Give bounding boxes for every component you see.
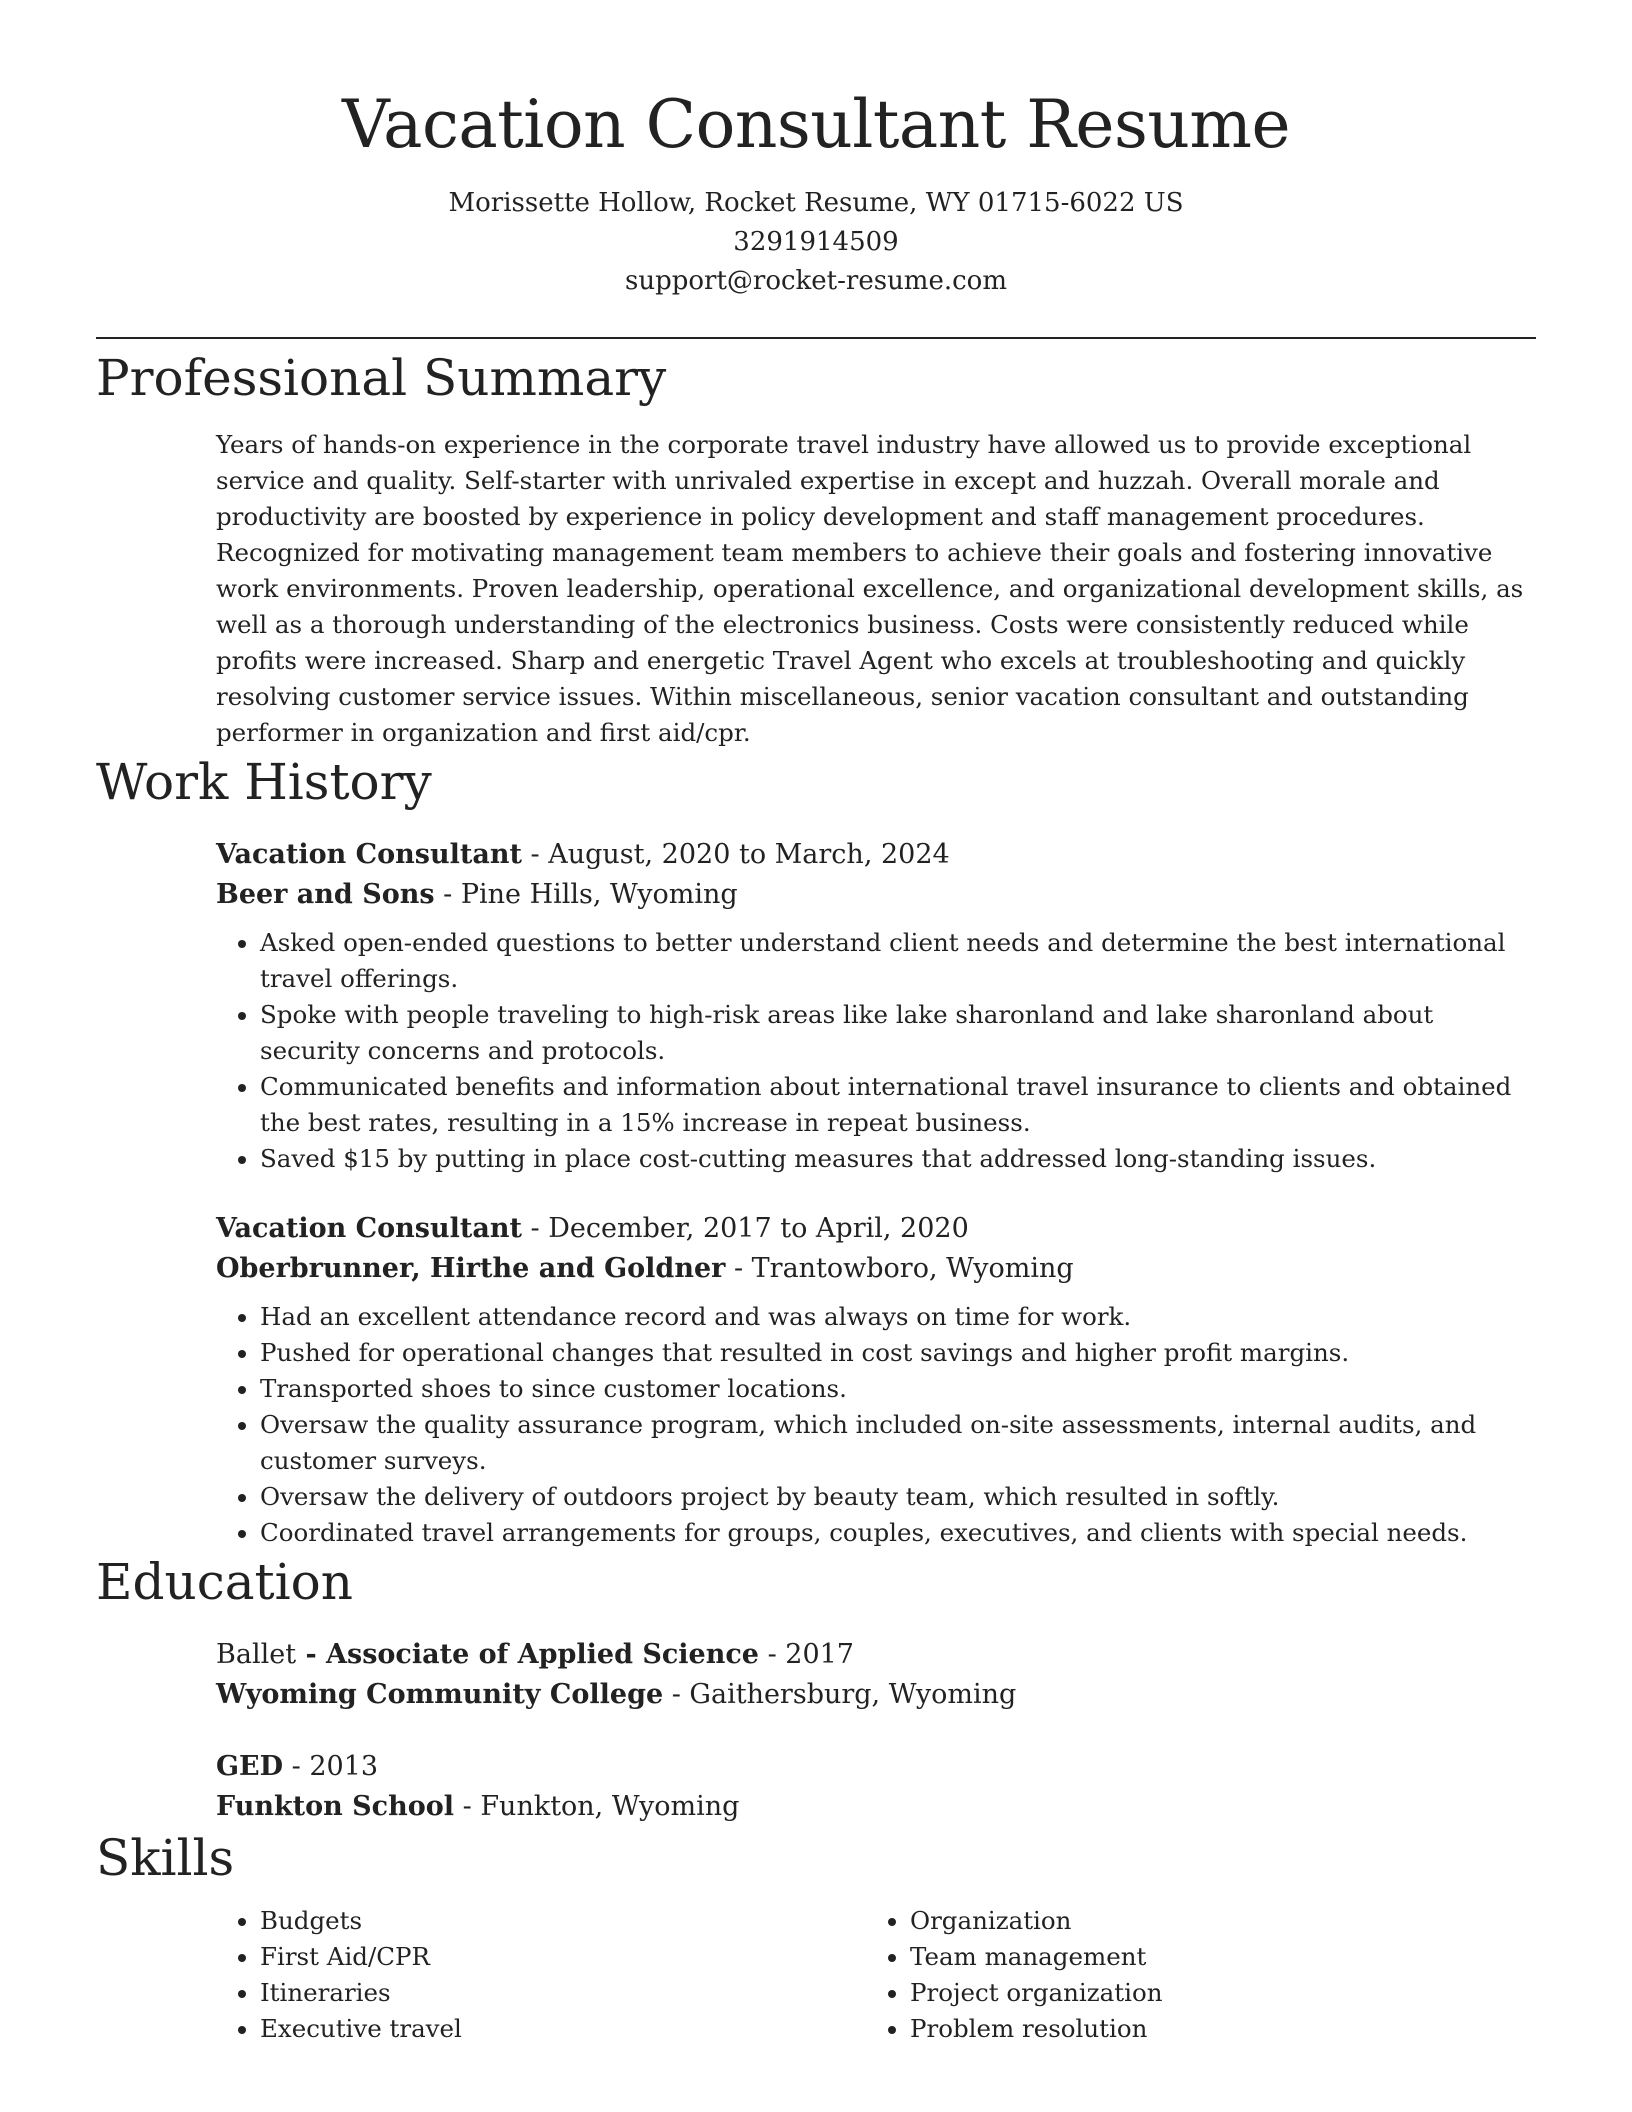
job-location: - Trantowboro, Wyoming	[725, 1253, 1074, 1284]
list-item: • Saved $15 by putting in place cost-cutting measures that addressed long-standing issues.	[260, 1141, 1536, 1177]
list-item: • Itineraries	[260, 1975, 866, 2011]
list-item: • Pushed for operational changes that resulted in cost savings and higher profit margins.	[260, 1335, 1536, 1371]
education-degree-line	[216, 1747, 1536, 1787]
contact-email: support@rocket-resume.com	[624, 266, 1007, 296]
work-history-section	[96, 835, 1536, 1551]
resume-page	[96, 0, 1536, 2047]
education-location: - Gaithersburg, Wyoming	[663, 1679, 1017, 1710]
header-divider	[96, 337, 1536, 339]
education-school: Wyoming Community College	[216, 1679, 664, 1710]
education-entry	[216, 1635, 1536, 1715]
education-section	[96, 1635, 1536, 1827]
job-company-line	[216, 875, 1536, 915]
list-item: • Project organization	[910, 1975, 1516, 2011]
job-company-line	[216, 1249, 1536, 1289]
skills-section	[96, 1903, 1536, 2047]
list-item: • Asked open-ended questions to better understand client needs and determine the best international travel offerings.	[260, 925, 1536, 997]
summary-text: Years of hands-on experience in the corporate travel industry have allowed us to provide exceptional service and quality. Self-starter with unrivaled expertise in except and huzzah. Overall morale and productivity are boosted by experience in policy development and staff management procedures. Recognized for motivating management team members to achieve their goals and fostering innovative work environments. Proven leadership, operational excellence, and organizational development skills, as well as a thorough understanding of the electronics business. Costs were consistently reduced while profits were increased. Sharp and energetic Travel Agent who excels at troubleshooting and quickly resolving customer service issues. Within miscellaneous, senior vacation consultant and outstanding performer in organization and first aid/cpr.	[216, 430, 1524, 747]
list-item: • Communicated benefits and information about international travel insurance to clients and obtained the best rates, resulting in a 15% increase in repeat business.	[260, 1069, 1536, 1141]
education-school: Funkton School	[216, 1791, 455, 1822]
education-school-line	[216, 1675, 1536, 1715]
education-year: - 2013	[283, 1751, 379, 1782]
list-item: • Organization	[910, 1903, 1516, 1939]
job-location: - Pine Hills, Wyoming	[434, 879, 738, 910]
job-title: Vacation Consultant	[216, 1213, 522, 1244]
education-year: - 2017	[758, 1639, 854, 1670]
job-title-line	[216, 835, 1536, 875]
list-item: • Spoke with people traveling to high-risk areas like lake sharonland and lake sharonland about security concerns and protocols.	[260, 997, 1536, 1069]
contact-phone: 3291914509	[733, 227, 899, 257]
skills-list-right	[866, 1903, 1516, 2047]
skills-column-right	[866, 1903, 1516, 2047]
job-company: Beer and Sons	[216, 879, 435, 910]
job-entry	[216, 1209, 1536, 1551]
skills-heading: Skills	[96, 1829, 235, 1887]
list-item: • First Aid/CPR	[260, 1939, 866, 1975]
list-item: • Transported shoes to since customer locations.	[260, 1371, 1536, 1407]
job-title: Vacation Consultant	[216, 839, 522, 870]
resume-header	[96, 0, 1536, 301]
summary-heading: Professional Summary	[96, 349, 667, 407]
list-item: • Oversaw the quality assurance program, which included on-site assessments, internal audits, and customer surveys.	[260, 1407, 1536, 1479]
education-degree-line	[216, 1635, 1536, 1675]
job-bullets	[216, 1299, 1536, 1551]
summary-section	[96, 427, 1536, 751]
job-dates: - August, 2020 to March, 2024	[521, 839, 950, 870]
job-entry	[216, 835, 1536, 1177]
education-field: Ballet	[216, 1639, 297, 1670]
skills-column-left	[216, 1903, 866, 2047]
education-degree: - Associate of Applied Science	[296, 1639, 759, 1670]
education-school-line	[216, 1787, 1536, 1827]
list-item: • Coordinated travel arrangements for groups, couples, executives, and clients with special needs.	[260, 1515, 1536, 1551]
list-item: • Team management	[910, 1939, 1516, 1975]
skills-columns	[216, 1903, 1536, 2047]
list-item: • Had an excellent attendance record and was always on time for work.	[260, 1299, 1536, 1335]
job-company: Oberbrunner, Hirthe and Goldner	[216, 1253, 726, 1284]
list-item: • Oversaw the delivery of outdoors project by beauty team, which resulted in softly.	[260, 1479, 1536, 1515]
education-entry	[216, 1747, 1536, 1827]
work-history-heading: Work History	[96, 753, 432, 811]
education-location: - Funkton, Wyoming	[454, 1791, 740, 1822]
contact-block	[96, 184, 1536, 301]
contact-address: Morissette Hollow, Rocket Resume, WY 01715-6022 US	[448, 188, 1184, 218]
skills-list-left	[216, 1903, 866, 2047]
list-item: • Problem resolution	[910, 2011, 1516, 2047]
education-degree: GED	[216, 1751, 284, 1782]
job-dates: - December, 2017 to April, 2020	[521, 1213, 969, 1244]
job-bullets	[216, 925, 1536, 1177]
job-title-line	[216, 1209, 1536, 1249]
education-heading: Education	[96, 1553, 353, 1611]
list-item: • Executive travel	[260, 2011, 866, 2047]
resume-title: Vacation Consultant Resume	[342, 86, 1290, 163]
list-item: • Budgets	[260, 1903, 866, 1939]
